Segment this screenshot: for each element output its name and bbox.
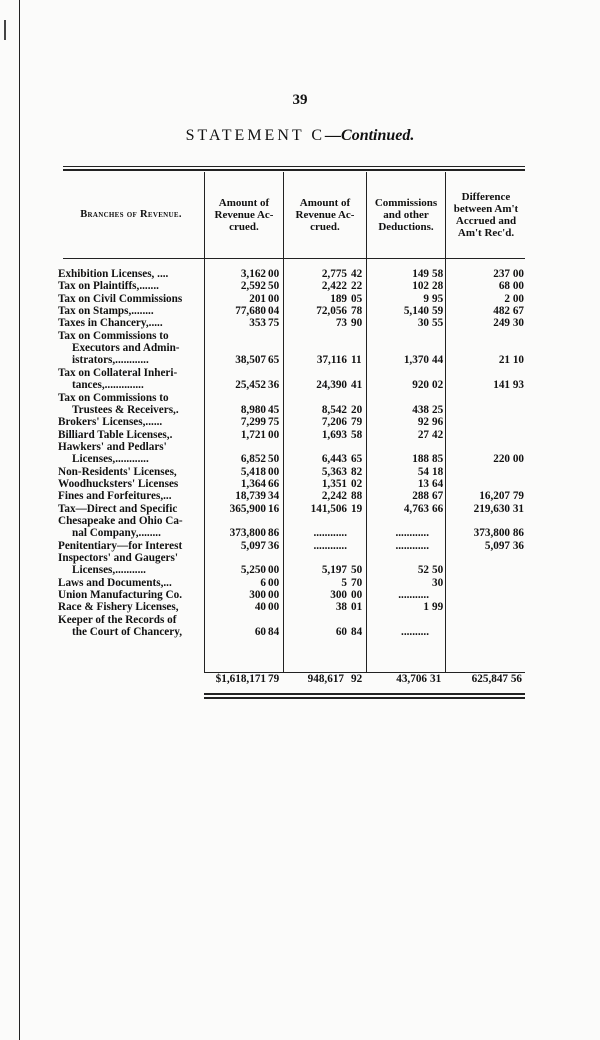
commissions-dollars: 54 (417, 465, 429, 478)
difference-value: 249 30 (493, 317, 524, 330)
accrued-cents: 50 (268, 453, 280, 466)
row-label: Licenses,........... (72, 564, 146, 577)
received-cents: 02 (351, 477, 363, 490)
received-dollars: 5,363 (321, 465, 347, 478)
table-row (0, 293, 600, 306)
commissions-cents: 30 (432, 576, 444, 589)
row-label: Laws and Documents,... (58, 576, 172, 589)
commissions-cents: 67 (432, 490, 444, 503)
received-cents: 01 (351, 601, 363, 614)
table-row (0, 305, 600, 318)
top-rule-thick (63, 169, 525, 171)
total-accrued: $1,618,171 (215, 673, 266, 685)
commissions-cents: 96 (432, 416, 444, 429)
received-cents: 88 (351, 490, 363, 503)
accrued-cents: 00 (268, 576, 280, 589)
received-dollars: 141,506 (310, 502, 347, 515)
commissions-dollars: 149 (412, 268, 429, 280)
difference-value: 16,207 79 (479, 490, 524, 503)
total-accrued-cents: 79 (268, 673, 280, 685)
row-label: tances,.............. (72, 379, 144, 392)
commissions-dollars: 5,140 (403, 305, 429, 318)
received-cents: 70 (351, 576, 363, 589)
row-label: Chesapeake and Ohio Ca- (58, 515, 183, 527)
received-dollars: 6,443 (321, 453, 347, 466)
table-row (0, 317, 600, 330)
accrued-dollars: 6,852 (240, 453, 266, 466)
commissions-cents: 25 (432, 403, 444, 416)
table-row (0, 515, 600, 528)
received-dollars: ............ (313, 539, 347, 552)
commissions-cents: 02 (432, 379, 444, 392)
difference-value: 237 00 (493, 268, 524, 280)
difference-value: 141 93 (493, 379, 524, 392)
accrued-dollars: 18,739 (235, 490, 266, 503)
total-received: 948,617 (307, 673, 344, 685)
title-continued: —Continued. (325, 127, 415, 144)
received-cents: 19 (351, 502, 363, 515)
commissions-dollars: 1,370 (403, 354, 429, 367)
difference-value: 373,800 86 (473, 527, 524, 540)
commissions-cents: 58 (432, 268, 444, 280)
row-label: Licenses,............ (72, 453, 149, 466)
total-difference: 625,847 56 (471, 673, 522, 685)
received-dollars: 24,390 (316, 379, 347, 392)
row-label: Woodhucksters' Licenses (58, 477, 179, 490)
row-label: Non-Residents' Licenses, (58, 465, 177, 478)
row-label: istrators,............ (72, 354, 149, 367)
commissions-cents: 64 (432, 477, 444, 490)
row-label: Tax on Civil Commissions (58, 292, 183, 305)
row-label: Tax on Commissions to (58, 391, 169, 404)
received-cents: 65 (351, 453, 363, 466)
row-label: Taxes in Chancery,..... (58, 317, 163, 330)
received-dollars: 5,197 (321, 564, 347, 577)
table-row (0, 453, 600, 466)
accrued-cents: 00 (268, 268, 280, 280)
difference-value: 220 00 (493, 453, 524, 466)
received-dollars: 8,542 (321, 403, 347, 416)
accrued-cents: 36 (268, 379, 280, 392)
header-difference: Difference between Am't Accrued and Am't Rec'd. (453, 190, 519, 239)
accrued-dollars: 7,299 (240, 416, 266, 429)
row-label: Penitentiary—for Interest (58, 539, 183, 552)
received-dollars: 38 (335, 601, 347, 614)
received-dollars: 300 (330, 589, 347, 602)
row-label: Trustees & Receivers,. (72, 403, 179, 416)
received-cents: 78 (351, 305, 363, 318)
row-label: Union Manufacturing Co. (58, 589, 183, 602)
table-row (0, 367, 600, 380)
table-row (0, 589, 600, 602)
received-cents: 20 (351, 403, 363, 416)
table-row (0, 466, 600, 479)
accrued-cents: 75 (268, 416, 280, 429)
received-dollars: 37,116 (316, 354, 347, 367)
commissions-cents: 50 (432, 564, 444, 577)
accrued-cents: 84 (268, 626, 280, 639)
table-row (0, 404, 600, 417)
table-row (0, 601, 600, 614)
received-dollars: ............ (313, 527, 347, 540)
commissions-dollars: ............ (395, 539, 429, 552)
received-cents: 58 (351, 428, 363, 441)
accrued-cents: 45 (268, 403, 280, 416)
received-dollars: 1,351 (321, 477, 347, 490)
accrued-dollars: 77,680 (235, 305, 266, 318)
row-label: Keeper of the Records of (58, 613, 177, 626)
accrued-cents: 04 (268, 305, 280, 318)
accrued-cents: 86 (268, 527, 280, 540)
accrued-cents: 34 (268, 490, 280, 503)
accrued-cents: 00 (268, 564, 280, 577)
accrued-dollars: 300 (249, 589, 266, 602)
accrued-dollars: 5,250 (240, 564, 266, 577)
table-row (0, 527, 600, 540)
commissions-dollars: 920 (412, 379, 429, 392)
received-cents: 90 (351, 317, 363, 330)
table-row (0, 577, 600, 590)
received-dollars: 5 (341, 576, 347, 589)
accrued-dollars: 5,418 (240, 465, 266, 478)
row-label: Hawkers' and Pedlars' (58, 440, 167, 453)
difference-value: 5,097 36 (484, 539, 524, 552)
row-label: Brokers' Licenses,...... (58, 416, 163, 429)
title-main: STATEMENT C (185, 127, 326, 144)
table-row (0, 330, 600, 343)
commissions-dollars: 188 (412, 453, 429, 466)
total-commissions-cents: 31 (430, 673, 442, 685)
received-cents: 22 (351, 280, 363, 293)
page-number: 39 (292, 92, 308, 108)
commissions-dollars: 102 (412, 280, 429, 293)
commissions-dollars: 288 (412, 490, 429, 503)
table-row (0, 429, 600, 442)
accrued-cents: 65 (268, 354, 280, 367)
table-row (0, 552, 600, 565)
difference-value: 68 00 (498, 280, 524, 293)
commissions-cents: 85 (432, 453, 444, 466)
accrued-dollars: 201 (249, 292, 266, 305)
accrued-dollars: 1,364 (240, 477, 266, 490)
commissions-dollars: 1 (423, 601, 429, 614)
accrued-dollars: 353 (249, 317, 266, 330)
accrued-cents: 00 (268, 601, 280, 614)
row-label: Inspectors' and Gaugers' (58, 552, 178, 565)
commissions-cents: 66 (432, 502, 444, 515)
commissions-dollars: 9 (423, 292, 429, 305)
row-label: nal Company,........ (72, 527, 161, 540)
row-label: Tax on Collateral Inheri- (58, 366, 178, 379)
commissions-cents: 18 (432, 465, 444, 478)
accrued-dollars: 1,721 (240, 428, 266, 441)
table-row (0, 478, 600, 491)
page-edge-mark (4, 20, 6, 40)
table-row (0, 626, 600, 639)
commissions-dollars: ........... (398, 589, 429, 602)
total-received-cents: 92 (351, 673, 363, 685)
table-row (0, 490, 600, 503)
accrued-cents: 16 (268, 502, 280, 515)
table-row (0, 268, 600, 281)
accrued-cents: 00 (268, 292, 280, 305)
table-row (0, 379, 600, 392)
commissions-cents: 99 (432, 601, 444, 614)
accrued-dollars: 60 (254, 626, 266, 639)
accrued-dollars: 5,097 (240, 539, 266, 552)
row-label: Race & Fishery Licenses, (58, 601, 179, 614)
page-title (0, 127, 600, 145)
commissions-cents: 42 (432, 428, 444, 441)
commissions-cents: 44 (432, 354, 444, 367)
received-cents: 42 (351, 268, 363, 280)
commissions-dollars: 13 (417, 477, 429, 490)
difference-value: 2 00 (504, 292, 524, 305)
accrued-dollars: 8,980 (240, 403, 266, 416)
commissions-dollars: 92 (417, 416, 429, 429)
difference-value: 219,630 31 (473, 502, 524, 515)
commissions-dollars: 52 (417, 564, 429, 577)
row-label: Tax on Plaintiffs,....... (58, 280, 159, 293)
received-dollars: 1,693 (321, 428, 347, 441)
row-label: Executors and Admin- (72, 342, 180, 355)
difference-value: 21 10 (498, 354, 524, 367)
row-label: the Court of Chancery, (72, 626, 182, 639)
accrued-cents: 75 (268, 317, 280, 330)
table-row (0, 354, 600, 367)
row-label: Fines and Forfeitures,... (58, 490, 172, 503)
received-dollars: 2,242 (321, 490, 347, 503)
accrued-dollars: 25,452 (235, 379, 266, 392)
table-row (0, 503, 600, 516)
accrued-dollars: 365,900 (229, 502, 266, 515)
received-cents: 41 (351, 379, 363, 392)
accrued-cents: 00 (268, 465, 280, 478)
bottom-rule-1 (204, 693, 525, 695)
table-row (0, 392, 600, 405)
received-cents: 84 (351, 626, 363, 639)
table-row (0, 614, 600, 627)
header-rule (63, 258, 525, 259)
commissions-cents: 95 (432, 292, 444, 305)
totals-row (204, 672, 525, 687)
top-rule-thin (63, 166, 525, 167)
commissions-cents: 59 (432, 305, 444, 318)
header-amount-received: Amount of Revenue Ac-crued. (295, 196, 355, 233)
table-row (0, 416, 600, 429)
table-row (0, 280, 600, 293)
received-dollars: 73 (335, 317, 347, 330)
header-amount-accrued: Amount of Revenue Ac-crued. (214, 196, 274, 233)
accrued-cents: 66 (268, 477, 280, 490)
bottom-rule-2 (204, 697, 525, 699)
commissions-dollars: 438 (412, 403, 429, 416)
row-label: Tax—Direct and Specific (58, 502, 178, 515)
received-cents: 79 (351, 416, 363, 429)
received-cents: 50 (351, 564, 363, 577)
total-commissions: 43,706 (396, 673, 427, 685)
accrued-cents: 50 (268, 280, 280, 293)
received-dollars: 60 (335, 626, 347, 639)
accrued-dollars: 38,507 (235, 354, 266, 367)
row-label: Tax on Stamps,........ (58, 305, 154, 318)
received-dollars: 189 (330, 292, 347, 305)
received-cents: 82 (351, 465, 363, 478)
accrued-cents: 00 (268, 428, 280, 441)
row-label: Exhibition Licenses, .... (58, 268, 169, 280)
received-cents: 00 (351, 589, 363, 602)
table-row (0, 564, 600, 577)
commissions-dollars: 27 (417, 428, 429, 441)
table-row (0, 342, 600, 355)
accrued-cents: 00 (268, 589, 280, 602)
commissions-dollars: ............ (395, 527, 429, 540)
commissions-cents: 55 (432, 317, 444, 330)
received-dollars: 2,422 (321, 280, 347, 293)
commissions-cents: 28 (432, 280, 444, 293)
accrued-dollars: 2,592 (240, 280, 266, 293)
row-label: Billiard Table Licenses,. (58, 428, 173, 441)
commissions-dollars: 30 (417, 317, 429, 330)
row-label: Tax on Commissions to (58, 329, 169, 342)
commissions-dollars: .......... (401, 626, 429, 639)
accrued-dollars: 3,162 (240, 268, 266, 280)
header-commissions: Commissions and other Deductions. (374, 196, 438, 233)
accrued-cents: 36 (268, 539, 280, 552)
table-row (0, 441, 600, 454)
received-dollars: 72,056 (316, 305, 347, 318)
received-dollars: 7,206 (321, 416, 347, 429)
accrued-dollars: 6 (260, 576, 266, 589)
difference-value: 482 67 (493, 305, 524, 318)
accrued-dollars: 373,800 (229, 527, 266, 540)
accrued-dollars: 40 (254, 601, 266, 614)
received-dollars: 2,775 (321, 268, 347, 280)
received-cents: 05 (351, 292, 363, 305)
commissions-dollars: 4,763 (403, 502, 429, 515)
header-branches: Branches of Revenue. (80, 208, 182, 220)
table-row (0, 540, 600, 553)
received-cents: 11 (351, 354, 362, 367)
